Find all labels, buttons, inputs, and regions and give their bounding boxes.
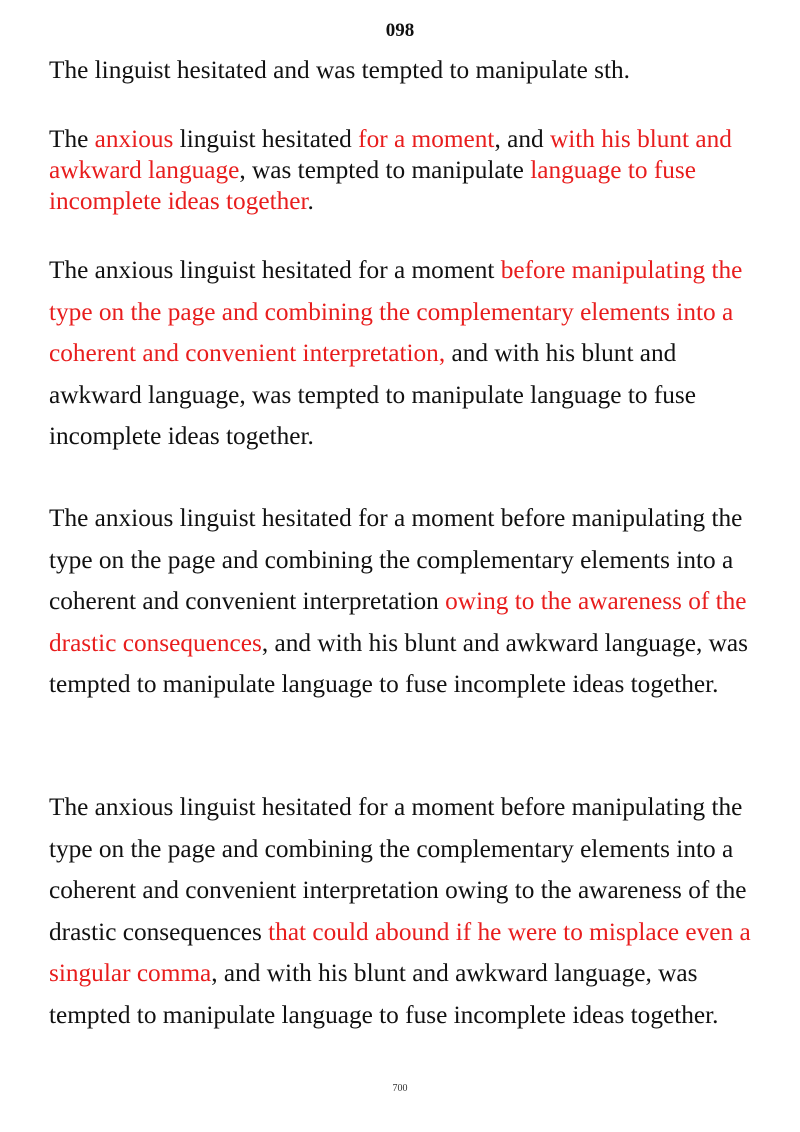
page-header-number: 098 bbox=[385, 20, 415, 41]
page-footer-number: 700 bbox=[392, 1083, 408, 1094]
text-segment: linguist hesitated bbox=[173, 125, 359, 153]
paragraph-3 bbox=[49, 250, 769, 458]
paragraph-1 bbox=[49, 55, 769, 86]
paragraph-4 bbox=[49, 498, 769, 706]
text-segment: . bbox=[307, 187, 314, 215]
highlighted-text-segment: owing to the awareness of the drastic consequences bbox=[49, 587, 747, 657]
highlighted-text-segment: with his blunt and awkward language bbox=[49, 125, 732, 184]
text-segment: The bbox=[49, 125, 95, 153]
text-segment: , was tempted to manipulate bbox=[239, 156, 531, 184]
text-segment: , and bbox=[494, 125, 550, 153]
highlighted-text-segment: before manipulating the type on the page and combining the complementary elements into a coherent and convenient interpretation, bbox=[49, 256, 743, 367]
text-segment: The anxious linguist hesitated for a moment before manipulating the type on the page and combining the complementary elements into a coherent and convenient interpretation owing to the awareness of the drastic consequences bbox=[49, 793, 747, 946]
text-segment: , and with his blunt and awkward language, was tempted to manipulate language to fuse incomplete ideas together. bbox=[49, 628, 748, 699]
text-segment: The anxious linguist hesitated for a moment bbox=[49, 256, 501, 284]
text-segment: The anxious linguist hesitated for a moment before manipulating the type on the page and combining the complementary elements into a coherent and convenient interpretation bbox=[49, 504, 743, 616]
text-segment: , and with his blunt and awkward language, was tempted to manipulate language to fuse incomplete ideas together. bbox=[49, 959, 719, 1029]
highlighted-text-segment: for a moment bbox=[358, 125, 495, 153]
text-segment: The linguist hesitated and was tempted to manipulate sth. bbox=[49, 56, 631, 84]
paragraph-2 bbox=[49, 124, 769, 217]
highlighted-text-segment: anxious bbox=[94, 125, 174, 153]
highlighted-text-segment: that could abound if he were to misplace even a singular comma bbox=[49, 917, 751, 988]
paragraph-5 bbox=[49, 787, 769, 1037]
highlighted-text-segment: language to fuse incomplete ideas together bbox=[49, 156, 696, 215]
text-segment: and with his blunt and awkward language, was tempted to manipulate language to fuse incomplete ideas together. bbox=[49, 339, 696, 450]
